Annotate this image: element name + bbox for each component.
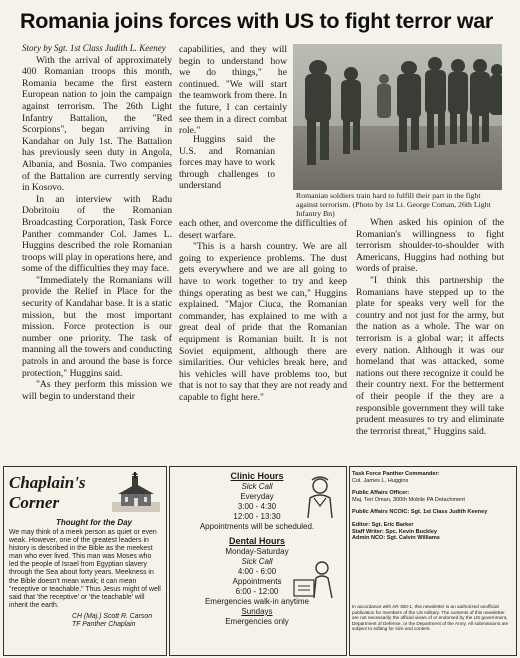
clinic-time-2: 12:00 - 13:30 [233,512,281,521]
soldiers-photo [293,44,502,190]
ncoic-line: Public Affairs NCOIC: Sgt. 1st Class Judith Keeney [352,509,488,516]
staff-listing [352,471,512,548]
paragraph: With the arrival of approximately 400 Romanian troops this month, Romania became the first eastern European nation to join the campaign against terrorism. The 26th Light Infantry Battalion, the "Red Scorpions", began arriving in Kandahar on July 1st. The Battalion has previously seen duty in Angola, Albania, and Bosnia. Two companies of the Battalion are currently serving in Kosovo. [22,54,172,194]
dental-sick-call-label: Sick Call [241,557,273,566]
emergencies-walk-in: Emergencies walk-in anytime [204,597,310,606]
chaplain-name: CH (Maj.) Scott R. Carson [72,613,153,620]
dental-hours-heading: Dental Hours [228,536,285,546]
chaplains-corner-title-line2: Corner [9,493,60,512]
paragraph: capabilities, and they will begin to understand how we do things," he continued. "We will start the teamwork from there. In the future, I can certainly see them in a direct combat role." [179,44,287,137]
dentist-clipart-icon [292,558,338,602]
disclaimer: In accordance with AR 360-1, this newsletter is an authorized unofficial publication for members of the US military. The contents of this newsletter are not necessarily the official views of or endorsed by the US government, Department of Defense, or the Department of the Army. All submissions are subject to editing for size and content. [352,604,509,632]
commander-name: Col. James L. Huggins [352,477,409,484]
paragraph: each other, and overcome the difficulties of desert warfare. [179,218,347,241]
article-column-2-bottom [179,218,347,404]
clinic-hours-heading: Clinic Hours [230,471,284,481]
headline: Romania joins forces with US to fight terror war [20,9,493,33]
dental-appointments-label: Appointments [232,577,282,586]
staff-writer-line: Staff Writer: Spc. Kevin Buckley [352,528,438,535]
medic-clipart-icon [300,476,340,520]
emergencies-only: Emergencies only [225,617,289,626]
paragraph: "I think this partnership the Romanians have stepped up to the plate for speaks very well for the country and not just for the army, but the nation as a whole. The war on terrorism is a global war; it affects every nation. Although it was our homeland that was attacked, some nations out there recognize it could be their country next. For the betterment of their people if the they are a responsible government they will take prudent measures to try and eliminate the terrorist threat," Huggins said. [356,274,504,437]
sundays-label: Sundays [241,607,273,616]
soldiers-photo-image [293,44,502,190]
paragraph: "Immediately the Romanians will provide the Relief in Place for the security of Kandahar base. It is a static mission, but the most important mission. Force protection is our number one priority. The task of manning all the towers and conducting patrols in and around the base is force protection," Huggins said. [22,274,172,379]
paragraph: Huggins said the U.S. and Romanian forces may have to work through challenges to understand [179,134,275,192]
chaplain-message: We may think of a meek person as quiet or even weak. However, one of the greatest leaders in history is described in the Bible as the meekest man who ever lived. This man was Moses who led the people of Israel from Egyptian slavery through the Sea about forty years. Meekness in the Bible doesn't mean weak; it can mean "receptive or teachable." Thus Jesus might of well said that 'the receptive' or 'the teachable' will inherit the earth. [9,529,161,609]
article-column-2-mid [179,134,275,192]
everyday-label: Everyday [240,492,274,501]
pao-name: Maj. Teri Oman, 300th Mobile PA Detachment [352,496,465,503]
dental-days: Monday-Saturday [225,547,289,556]
chaplains-corner-title [9,473,86,513]
clinic-time-1: 3:00 - 4:30 [237,502,277,511]
article-column-2-top [179,44,287,137]
chapel-icon [112,472,160,512]
paragraph: In an interview with Radu Dobritoiu of the Romanian Broadcasting Corporation, Task Force Panther commander Col. James L. Huggins described the role Romanian troops will play in operations here, and some of the difficulties they may face. [22,193,173,275]
thought-for-the-day-heading: Thought for the Day [56,518,132,527]
byline: Story by Sgt. 1st Class Judith L. Keeney [22,43,166,53]
appointments-note: Appointments will be scheduled. [199,522,315,531]
chaplain-signature [72,613,152,629]
photo-caption: Romanian soldiers train hard to fulfill their part in the fight against terrorism. (Photo by 1st Lt. George Coman, 26th Light Infantry Bn) [296,191,491,218]
paragraph: "This is a harsh country. We are all going to experience problems. The dust gets everywhere and we are all going to have to work together to try and keep things operating as best we can," Huggins explained. "Major Ciuca, the Romanian commander, has explained to me with a great deal of pride that the Romanian equipment is Romanian built. It is not Soviet equipment, although there are similarities. Our vehicles break here, and his vehicles will have problems too, but that is not to say that they are not ready and capable to fight here." [179,241,347,403]
article-column-1 [22,43,172,402]
sick-call-label: Sick Call [241,482,273,491]
commander-label: Task Force Panther Commander: [352,471,440,477]
dental-time-2: 6:00 - 12:00 [235,587,279,596]
editor-line: Editor: Sgt. Eric Barker [352,521,414,528]
chaplains-corner-title-line1: Chaplain's [9,473,86,492]
admin-line: Admin NCO: Sgt. Calvin Williams [352,535,440,542]
paragraph: "As they perform this mission we will begin to understand their [22,379,172,402]
chaplain-title: TF Panther Chaplain [72,621,136,629]
pao-label: Public Affairs Officer: [352,490,410,497]
dental-time-1: 4:00 - 6:00 [237,567,277,576]
article-column-3 [356,217,504,437]
paragraph: When asked his opinion of the Romanian's willingness to fight terrorism shoulder-to-shoulder with Americans, Huggins had nothing but words of praise. [356,217,504,275]
